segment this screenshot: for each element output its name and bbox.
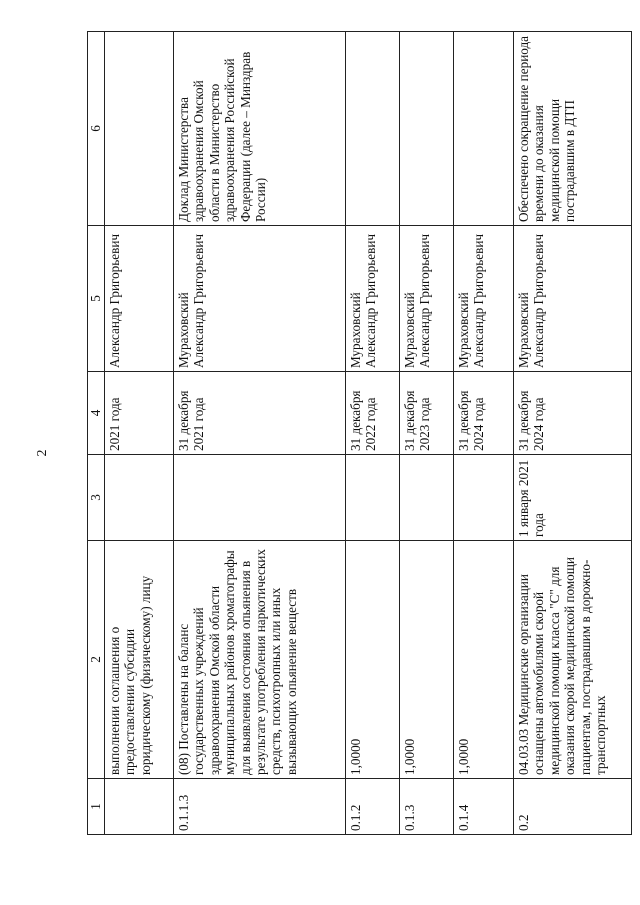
table-cell: 04.03.03 Медицинские организации оснащены автомобилями скорой медицинской помощи класса "С" для оказания скорой медицинской помощи пациентам, пострадавшим в дорожно-транспортных [514,541,632,779]
table-row [514,32,632,835]
table-cell [400,455,454,541]
table-cell: 31 декабря 2024 года [454,372,514,455]
column-header: 2 [88,541,105,779]
table-cell [400,32,454,226]
table-cell [346,455,400,541]
table-cell [105,455,174,541]
table-row [400,32,454,835]
table-cell [105,32,174,226]
table-cell: Мураховский Александр Григорьевич [174,226,346,372]
table-cell: Мураховский Александр Григорьевич [514,226,632,372]
table-cell: 0.1.1.3 [174,779,346,835]
table-cell [346,32,400,226]
table-header-row [88,32,105,835]
table-cell: 31 декабря 2022 года [346,372,400,455]
table-cell: выполнении соглашения о предоставлении субсидии юридическому (физическому) лицу [105,541,174,779]
table-cell: Обеспечено сокращение периода времени до оказания медицинской помощи пострадавшим в ДТП [514,32,632,226]
table-cell: 0.1.2 [346,779,400,835]
table-cell: Александр Григорьевич [105,226,174,372]
table-cell: 0.1.4 [454,779,514,835]
table-cell [454,455,514,541]
column-header: 3 [88,455,105,541]
table-row [105,32,174,835]
table-cell: 31 декабря 2023 года [400,372,454,455]
table-cell: 1 января 2021 года [514,455,632,541]
table-row [174,32,346,835]
table-cell: 0.2 [514,779,632,835]
table-cell: (08) Поставлены на баланс государственных учреждений здравоохранения Омской области муниципальных районов хроматографы для выявления состояния опьянения в результате употребления наркотических средств, психотропных или иных вызывающих опьянение веществ [174,541,346,779]
table-cell: 0.1.3 [400,779,454,835]
table-row [454,32,514,835]
table-cell: Мураховский Александр Григорьевич [400,226,454,372]
table-cell: Доклад Министерства здравоохранения Омской области в Министерство здравоохранения Российской Федерации (далее – Минздрав России) [174,32,346,226]
table-cell [454,32,514,226]
plan-table [87,31,632,835]
column-header: 4 [88,372,105,455]
table-cell: 1,0000 [454,541,514,779]
table-cell [174,455,346,541]
table-cell: 1,0000 [400,541,454,779]
table-cell [105,779,174,835]
column-header: 5 [88,226,105,372]
table-cell: 31 декабря 2021 года [174,372,346,455]
rotated-page-content [87,32,632,835]
column-header: 1 [88,779,105,835]
table-cell: 1,0000 [346,541,400,779]
column-header: 6 [88,32,105,226]
table-cell: 31 декабря 2024 года [514,372,632,455]
page-number: 2 [35,449,50,457]
table-row [346,32,400,835]
table-cell: 2021 года [105,372,174,455]
table-cell: Мураховский Александр Григорьевич [454,226,514,372]
table-cell: Мураховский Александр Григорьевич [346,226,400,372]
